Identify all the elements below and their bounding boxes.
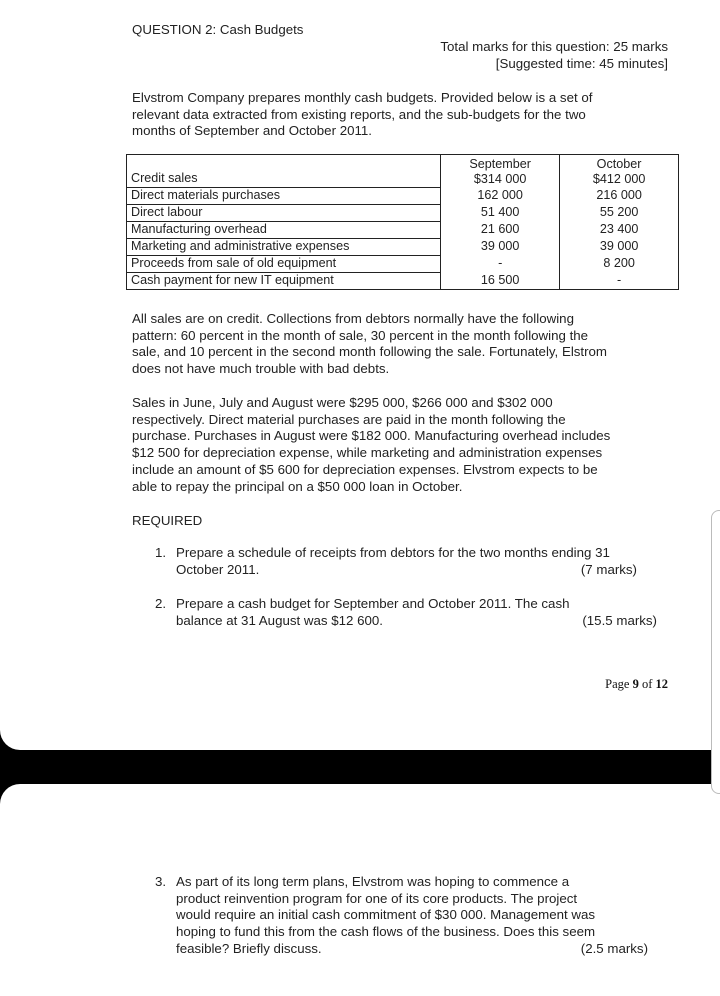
row-label: Direct labour [127,205,441,222]
item-text: Prepare a schedule of receipts from debtors for the two months ending 31 [176,545,610,560]
intro-paragraph [132,90,592,140]
item-number: 1. [155,545,167,560]
item-text: product reinvention program for one of its core products. The project [176,890,578,906]
intro-line: Elvstrom Company prepares monthly cash budgets. Provided below is a set of [132,90,593,105]
question-heading: QUESTION 2: Cash Budgets [132,22,304,37]
row-label: Credit sales [127,171,441,188]
row-label: Marketing and administrative expenses [127,239,441,256]
paragraph-line: does not have much trouble with bad debts. [132,361,390,377]
item-text: would require an initial cash commitment of $30 000. Management was [176,907,596,923]
sales-details-paragraph [132,395,610,495]
cell-september: 16 500 [441,273,560,290]
paragraph-line: $12 500 for depreciation expense, while marketing and administration expenses [132,445,603,461]
required-heading: REQUIRED [132,513,203,528]
table-row [127,188,679,205]
cell-september: - [441,256,560,273]
item-number: 2. [155,596,167,611]
total-marks: Total marks for this question: 25 marks [440,39,668,54]
item-text: hoping to fund this from the cash flows of the business. Does this seem [176,924,596,940]
cell-october: 23 400 [560,222,679,239]
collection-pattern-paragraph [132,311,607,378]
paragraph-line: sale, and 10 percent in the second month following the sale. Fortunately, Elstrom [132,344,608,360]
cell-october: 55 200 [560,205,679,222]
cell-october: 8 200 [560,256,679,273]
cell-october: 39 000 [560,239,679,256]
cell-october: $412 000 [560,171,679,188]
row-label: Cash payment for new IT equipment [127,273,441,290]
table-row [127,256,679,273]
row-label: Direct materials purchases [127,188,441,205]
row-label: Proceeds from sale of old equipment [127,256,441,273]
column-header-september: September [441,155,560,172]
item-text: October 2011. [176,562,260,577]
cell-october: 216 000 [560,188,679,205]
cell-september: 21 600 [441,222,560,239]
intro-line: months of September and October 2011. [132,123,372,139]
cell-september: 162 000 [441,188,560,205]
item-marks: (2.5 marks) [580,941,648,956]
cell-september: $314 000 [441,171,560,188]
paragraph-line: Sales in June, July and August were $295 000, $266 000 and $302 000 [132,395,553,410]
item-number: 3. [155,874,167,889]
table-row [127,239,679,256]
paragraph-line: All sales are on credit. Collections from debtors normally have the following [132,311,574,326]
table-row [127,171,679,188]
table-header-blank [127,155,441,172]
document-page-10 [0,784,720,996]
item-text: Prepare a cash budget for September and October 2011. The cash [176,596,570,611]
item-marks: (15.5 marks) [582,613,657,628]
intro-line: relevant data extracted from existing reports, and the sub-budgets for the two [132,106,586,122]
cell-september: 51 400 [441,205,560,222]
paragraph-line: respectively. Direct material purchases are paid in the month following the [132,411,566,427]
item-text: feasible? Briefly discuss. [176,940,322,956]
table-row [127,222,679,239]
page-number-footer: Page 9 of 12 [605,677,668,691]
row-label: Manufacturing overhead [127,222,441,239]
column-header-october: October [560,155,679,172]
paragraph-line: pattern: 60 percent in the month of sale, 30 percent in the month following the [132,327,589,343]
page-gap [0,750,720,784]
suggested-time: [Suggested time: 45 minutes] [495,56,668,71]
scroll-handle[interactable] [711,510,720,794]
cell-october: - [560,273,679,290]
table-header-row [127,155,679,172]
paragraph-line: purchase. Purchases in August were $182 000. Manufacturing overhead includes [132,428,611,444]
budget-data-table [126,154,679,290]
paragraph-line: include an amount of $5 600 for depreciation expenses. Elvstrom expects to be [132,461,598,477]
item-marks: (7 marks) [580,562,637,577]
item-text: balance at 31 August was $12 600. [176,613,383,628]
item-text: As part of its long term plans, Elvstrom was hoping to commence a [176,874,570,889]
table-row [127,273,679,290]
paragraph-line: able to repay the principal on a $50 000 loan in October. [132,478,463,494]
cell-september: 39 000 [441,239,560,256]
table-row [127,205,679,222]
